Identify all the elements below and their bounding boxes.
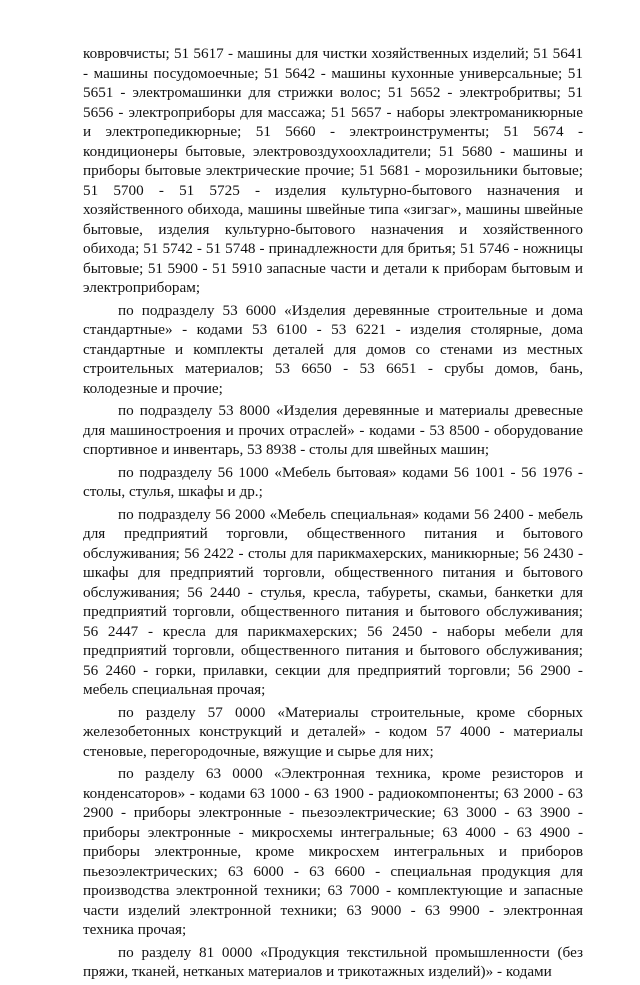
- paragraph-subsection-53-6000: по подразделу 53 6000 «Изделия деревянные строительные и дома стандартные» - кодами 53 6100 - 53 6221 - изделия столярные, дома стандартные и комплекты деталей для домов со стенами из местных строительных материалов; 53 6650 - 53 6651 - срубы домов, бань, колодезные и прочие;: [83, 301, 583, 397]
- paragraph-subsection-56-2000: по подразделу 56 2000 «Мебель специальная» кодами 56 2400 - мебель для предприятий торговли, общественного питания и бытового обслуживания; 56 2422 - столы для парикмахерских, маникюрные; 56 2430 - шкафы для предприятий торговли, общественного питания и бытового обслуживания; 56 2440 - стулья, кресла, табуреты, скамьи, банкетки для предприятий торговли, общественного питания и бытового обслуживания; 56 2447 - кресла для парикмахерских; 56 2450 - наборы мебели для предприятий торговли, общественного питания и бытового обслуживания; 56 2460 - горки, прилавки, секции для предприятий торговли; 56 2900 - мебель специальная прочая;: [83, 505, 583, 698]
- paragraph-continuation: ковровчисты; 51 5617 - машины для чистки хозяйственных изделий; 51 5641 - машины посудомоечные; 51 5642 - машины кухонные универсальные; 51 5651 - электромашинки для стрижки волос; 51 5652 - электробритвы; 51 5656 - электроприборы для массажа; 51 5657 - наборы электроманикюрные и электропедикюрные; 51 5660 - электроинструменты; 51 5674 - кондиционеры бытовые, электровоздухоохладители; 51 5680 - машины и приборы бытовые электрические прочие; 51 5681 - морозильники бытовые; 51 5700 - 51 5725 - изделия культурно-бытового назначения и хозяйственного обихода, машины швейные типа «зигзаг», машины швейные бытовые, изделия культурно-бытового назначения и хозяйственного обихода; 51 5742 - 51 5748 - принадлежности для бритья; 51 5746 - ножницы бытовые; 51 5900 - 51 5910 запасные части и детали к приборам бытовым и электроприборам;: [83, 45, 583, 296]
- paragraph-subsection-56-1000: по подразделу 56 1000 «Мебель бытовая» кодами 56 1001 - 56 1976 - столы, стулья, шкафы и др.;: [83, 463, 583, 500]
- paragraph-section-81-0000: по разделу 81 0000 «Продукция текстильной промышленности (без пряжи, тканей, нетканых материалов и трикотажных изделий)» - кодами: [83, 943, 583, 980]
- document-page: [83, 44, 583, 985]
- paragraph-section-63-0000: по разделу 63 0000 «Электронная техника, кроме резисторов и конденсаторов» - кодами 63 1000 - 63 1900 - радиокомпоненты; 63 2000 - 63 2900 - приборы электронные - пьезоэлектрические; 63 3000 - 63 3900 - приборы электронные - микросхемы интегральные; 63 4000 - 63 4900 - приборы электронные, кроме микросхем интегральных и приборов пьезоэлектрических; 63 6000 - 63 6600 - специальная продукция для производства электронной техники; 63 7000 - комплектующие и запасные части изделий электронной техники; 63 9000 - 63 9900 - электронная техника прочая;: [83, 765, 583, 938]
- paragraph-section-57-0000: по разделу 57 0000 «Материалы строительные, кроме сборных железобетонных конструкций и деталей» - кодом 57 4000 - материалы стеновые, перегородочные, вяжущие и сырье для них;: [83, 703, 583, 760]
- paragraph-subsection-53-8000: по подразделу 53 8000 «Изделия деревянные и материалы древесные для машиностроения и прочих отраслей» - кодами - 53 8500 - оборудование спортивное и инвентарь, 53 8938 - столы для швейных машин;: [83, 402, 583, 458]
